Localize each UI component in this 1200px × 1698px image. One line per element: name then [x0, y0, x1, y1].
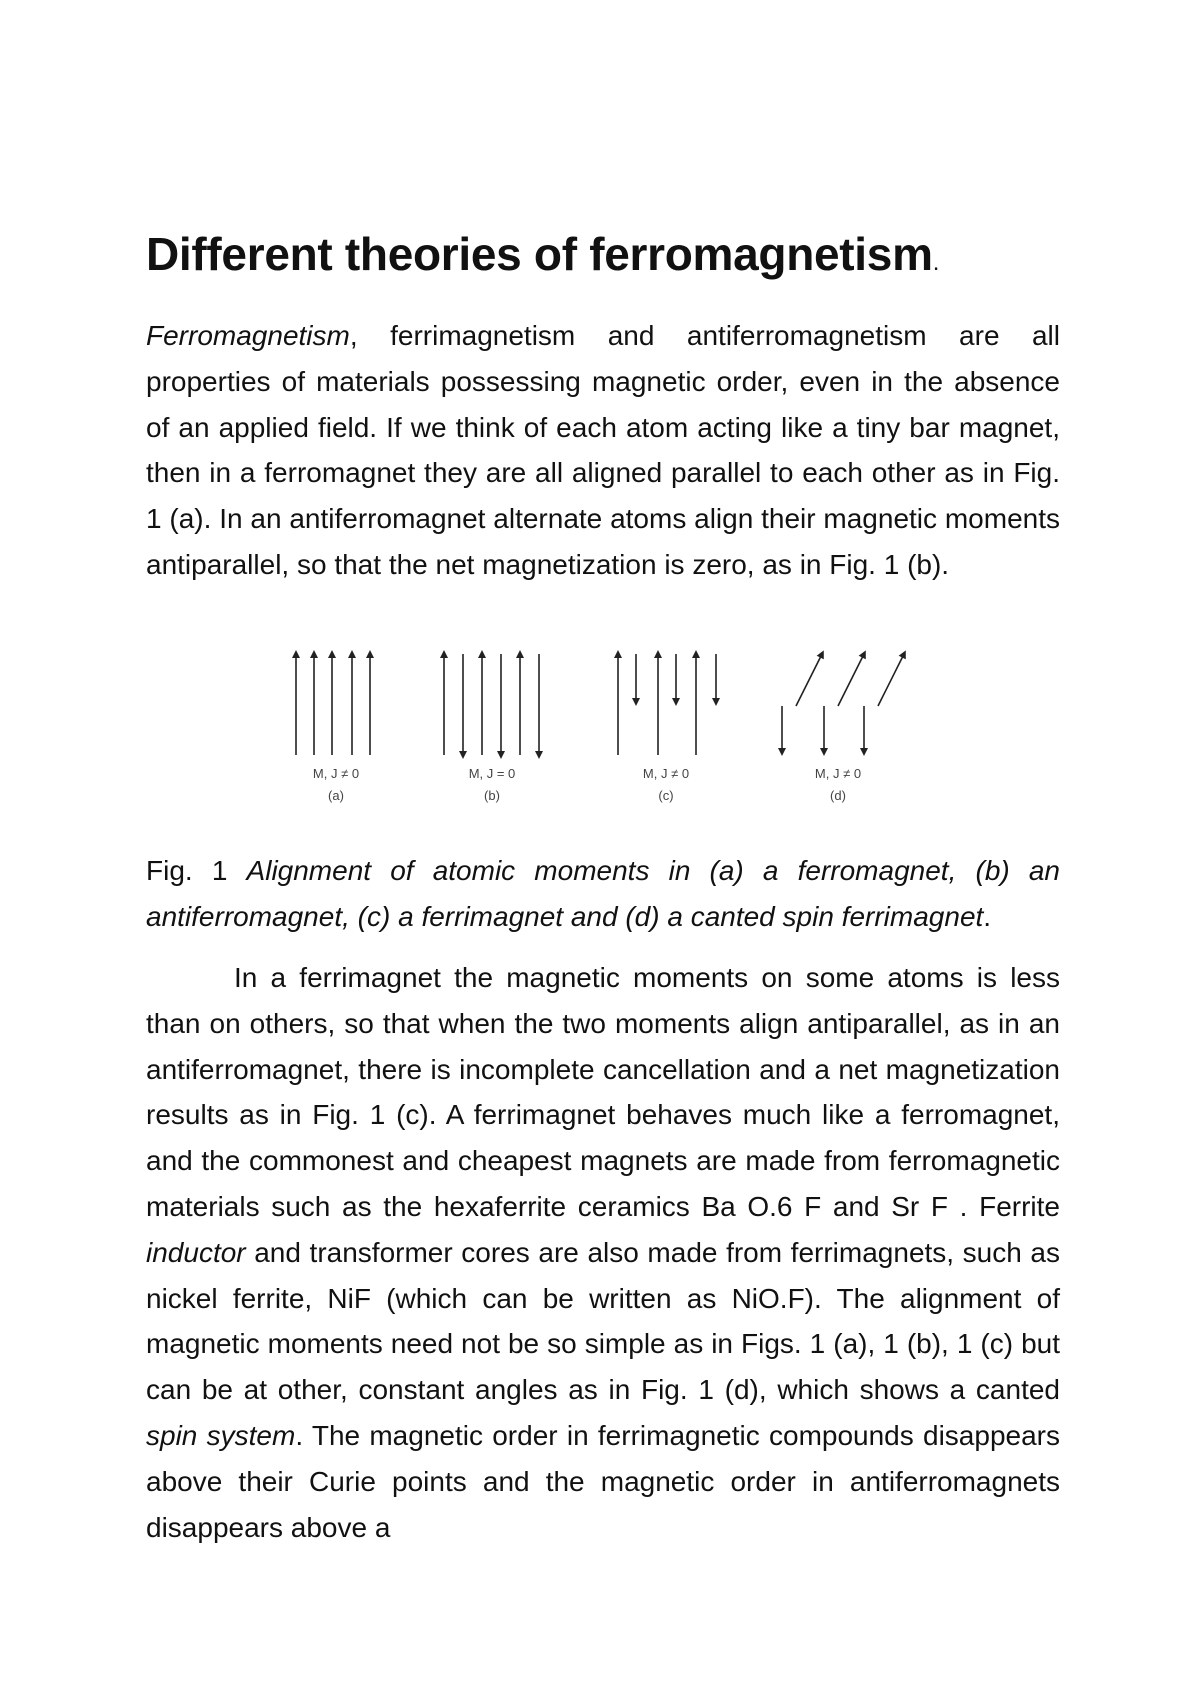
title-period: .: [932, 249, 940, 276]
panel-d-state: M, J ≠ 0: [814, 766, 862, 781]
arrow-d-6: [878, 654, 904, 706]
figure-moment-alignment: [270, 640, 910, 812]
caption-suffix: .: [983, 900, 992, 932]
paragraph-intro: [146, 313, 1060, 588]
paragraph-ferrimagnet: [146, 955, 1060, 1550]
panel-c-state: M, J ≠ 0: [642, 766, 690, 781]
caption-prefix: Fig. 1: [146, 855, 247, 886]
panel-b-state: M, J = 0: [468, 766, 516, 781]
intro-lead-italic: Ferromagnetism: [146, 320, 350, 351]
ferri-italic-inductor: inductor: [146, 1236, 246, 1268]
panel-b-label: (b): [484, 788, 500, 803]
figure-caption: [146, 848, 1060, 940]
ferri-text-1: In a ferrimagnet the magnetic moments on some atoms is less than on others, so that when the two moments align antiparallel, as in an antiferromagnet, there is incomplete cancellation and a net magnetization results as in Fig. 1 (c). A ferrimagnet behaves much like a ferromagnet, and the commonest and cheapest magnets are made from ferromagnetic materials such as the hexaferrite ceramics Ba O.6 F and Sr F . Ferrite: [146, 962, 1060, 1222]
title-text: Different theories of ferromagnetism: [146, 228, 933, 280]
moment-arrows-diagram: [270, 640, 910, 812]
panel-c-label: (c): [658, 788, 674, 803]
arrow-d-4: [838, 654, 864, 706]
ferri-italic-spin-system: spin system: [146, 1419, 296, 1451]
panel-d-label: (d): [830, 788, 846, 803]
arrow-d-2: [796, 654, 822, 706]
panel-a-state: M, J ≠ 0: [312, 766, 360, 781]
intro-text: , ferrimagnetism and antiferromagnetism are all properties of materials possessing magnetic order, even in the absence of an applied field. If we think of each atom acting like a tiny bar magnet, then in a ferromagnet they are all aligned parallel to each other as in Fig. 1 (a). In an antiferromagnet alternate atoms align their magnetic moments antiparallel, so that the net magnetization is zero, as in Fig. 1 (b).: [146, 320, 1060, 580]
panel-a-label: (a): [328, 788, 344, 803]
caption-italic: Alignment of atomic moments in (a) a ferromagnet, (b) an antiferromagnet, (c) a ferrimagnet and (d) a canted spin ferrimagnet: [146, 855, 1061, 932]
ferri-text-3: . The magnetic order in ferrimagnetic compounds disappears above their Curie points and the magnetic order in antiferromagnets disappears above a: [146, 1419, 1060, 1543]
page-title: [146, 226, 939, 291]
ferri-text-2: and transformer cores are also made from ferrimagnets, such as nickel ferrite, NiF (which can be written as NiO.F). The alignment of magnetic moments need not be so simple as in Figs. 1 (a), 1 (b), 1 (c) but can be at other, constant angles as in Fig. 1 (d), which shows a canted: [146, 1236, 1060, 1406]
